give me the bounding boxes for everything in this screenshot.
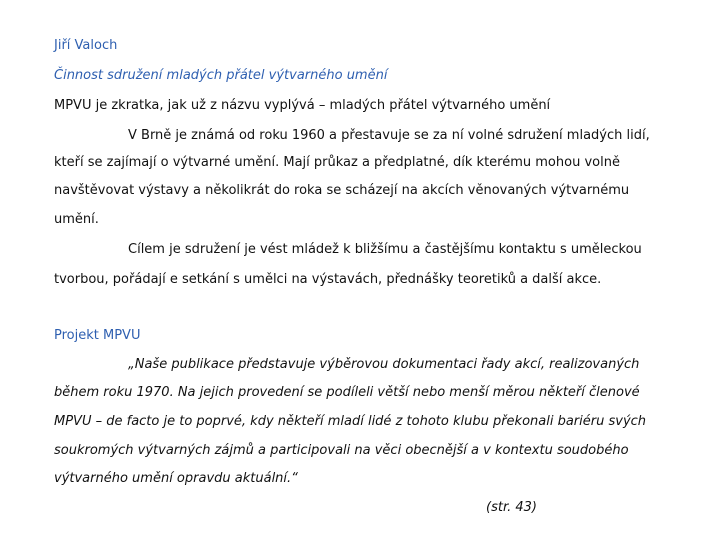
quote-line-4: soukromých výtvarných zájmů a participovali na věci obecnější a v kontextu soudobého: [54, 443, 629, 458]
paragraph1-line-1: V Brně je známá od roku 1960 a přestavuje se za ní volné sdružení mladých lidí,: [128, 128, 650, 143]
document-heading: Činnost sdružení mladých přátel výtvarného umění: [54, 68, 388, 83]
paragraph2-line-2: tvorbou, pořádají e setkání s umělci na výstavách, přednášky teoretiků a další akce.: [54, 272, 602, 287]
page-reference: (str. 43): [486, 500, 537, 515]
quote-line-2: během roku 1970. Na jejich provedení se podíleli větší nebo menší měrou někteří členové: [54, 385, 640, 400]
paragraph1-line-3: navštěvovat výstavy a několikrát do roka se scházejí na akcích věnovaných výtvarnému: [54, 183, 630, 198]
quote-line-5: výtvarného umění opravdu aktuální.“: [54, 471, 298, 486]
quote-line-3: MPVU – de facto je to poprvé, kdy někteří mladí lidé z tohoto klubu překonali bariéru svých: [54, 414, 647, 429]
author-name: Jiří Valoch: [54, 38, 118, 53]
paragraph1-line-4: umění.: [54, 212, 99, 227]
quote-line-1: „Naše publikace představuje výběrovou dokumentaci řady akcí, realizovaných: [128, 357, 640, 372]
section-title: Projekt MPVU: [54, 328, 141, 343]
intro-text: MPVU je zkratka, jak už z názvu vyplývá – mladých přátel výtvarného umění: [54, 98, 551, 113]
paragraph2-line-1: Cílem je sdružení je vést mládež k bližšímu a častějšímu kontaktu s uměleckou: [128, 242, 642, 257]
paragraph1-line-2: kteří se zajímají o výtvarné umění. Mají průkaz a předplatné, dík kterému mohou volně: [54, 155, 620, 170]
